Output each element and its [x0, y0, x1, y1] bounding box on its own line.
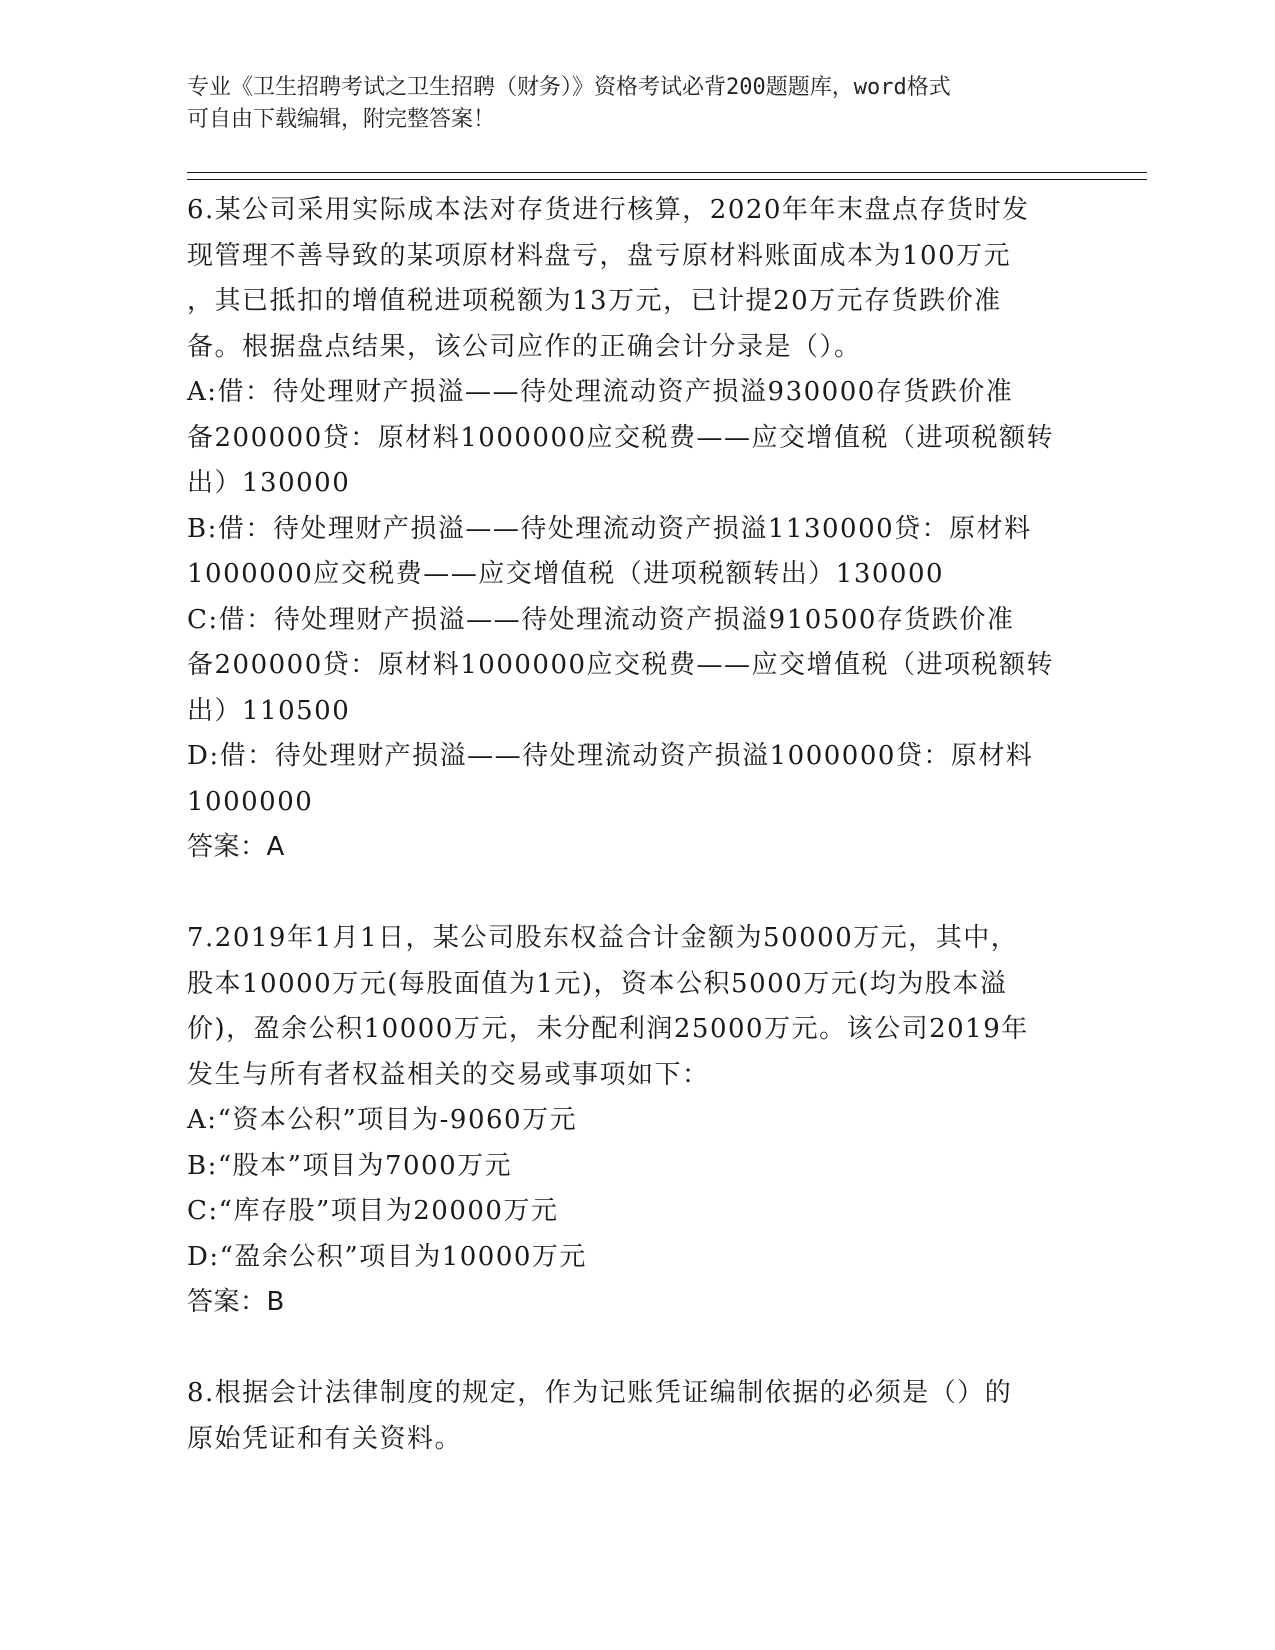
question-stem-line: 原始凭证和有关资料。 [187, 1423, 463, 1454]
question-stem-line: 6.某公司采用实际成本法对存货进行核算，2020年年末盘点存货时发 [187, 195, 1030, 225]
option-line: A:“资本公积”项目为-9060万元 [187, 1105, 578, 1135]
option-line: C:“库存股”项目为20000万元 [187, 1196, 559, 1226]
spacer [187, 1326, 1067, 1372]
document-header [187, 72, 1087, 136]
option-line: 备200000贷：原材料1000000应交税费——应交增值税（进项税额转 [187, 650, 1055, 680]
question-stem-line: 7.2019年1月1日，某公司股东权益合计金额为50000万元，其中， [187, 923, 1019, 953]
question-stem-line: 现管理不善导致的某项原材料盘亏，盘亏原材料账面成本为100万元 [187, 240, 1012, 271]
option-line: D:“盈余公积”项目为10000万元 [187, 1241, 587, 1272]
header-divider [187, 179, 1147, 180]
question-stem-line: 股本10000万元(每股面值为1元)，资本公积5000万元(均为股本溢 [187, 968, 1008, 999]
question-stem-line: 备。根据盘点结果，该公司应作的正确会计分录是（）。 [187, 331, 862, 362]
header-line: 可自由下载编辑，附完整答案！ [187, 107, 496, 132]
option-line: D:借：待处理财产损溢——待处理流动资产损溢1000000贷：原材料 [187, 741, 1034, 771]
spacer [187, 871, 1067, 917]
option-line: 备200000贷：原材料1000000应交税费——应交增值税（进项税额转 [187, 422, 1055, 453]
question-stem-line: 8.根据会计法律制度的规定，作为记账凭证编制依据的必须是（）的 [187, 1378, 1013, 1408]
question-block [187, 916, 1067, 1326]
question-list [187, 188, 1067, 1462]
option-line: B:“股本”项目为7000万元 [187, 1150, 513, 1181]
question-stem-line: ，其已抵扣的增值税进项税额为13万元，已计提20万元存货跌价准 [187, 286, 1002, 316]
question-block [187, 188, 1067, 871]
question-stem-line: 价)，盈余公积10000万元，未分配利润25000万元。该公司2019年 [187, 1014, 1029, 1044]
option-line: 1000000 [187, 786, 314, 817]
option-line: C:借：待处理财产损溢——待处理流动资产损溢910500存货跌价准 [187, 604, 1015, 635]
option-line: 1000000应交税费——应交增值税（进项税额转出）130000 [187, 559, 945, 589]
option-line: 出）110500 [187, 695, 351, 726]
header-line: 专业《卫生招聘考试之卫生招聘（财务）》资格考试必背200题题库，word格式 [187, 75, 951, 100]
option-line: A:借：待处理财产损溢——待处理流动资产损溢930000存货跌价准 [187, 377, 1014, 407]
question-block [187, 1371, 1067, 1462]
question-stem-line: 发生与所有者权益相关的交易或事项如下： [187, 1059, 710, 1090]
option-line: 出）130000 [187, 468, 351, 498]
header-divider [187, 172, 1147, 173]
option-line: B:借：待处理财产损溢——待处理流动资产损溢1130000贷：原材料 [187, 513, 1032, 544]
answer-line: 答案：A [187, 832, 285, 862]
answer-line: 答案：B [187, 1287, 285, 1317]
